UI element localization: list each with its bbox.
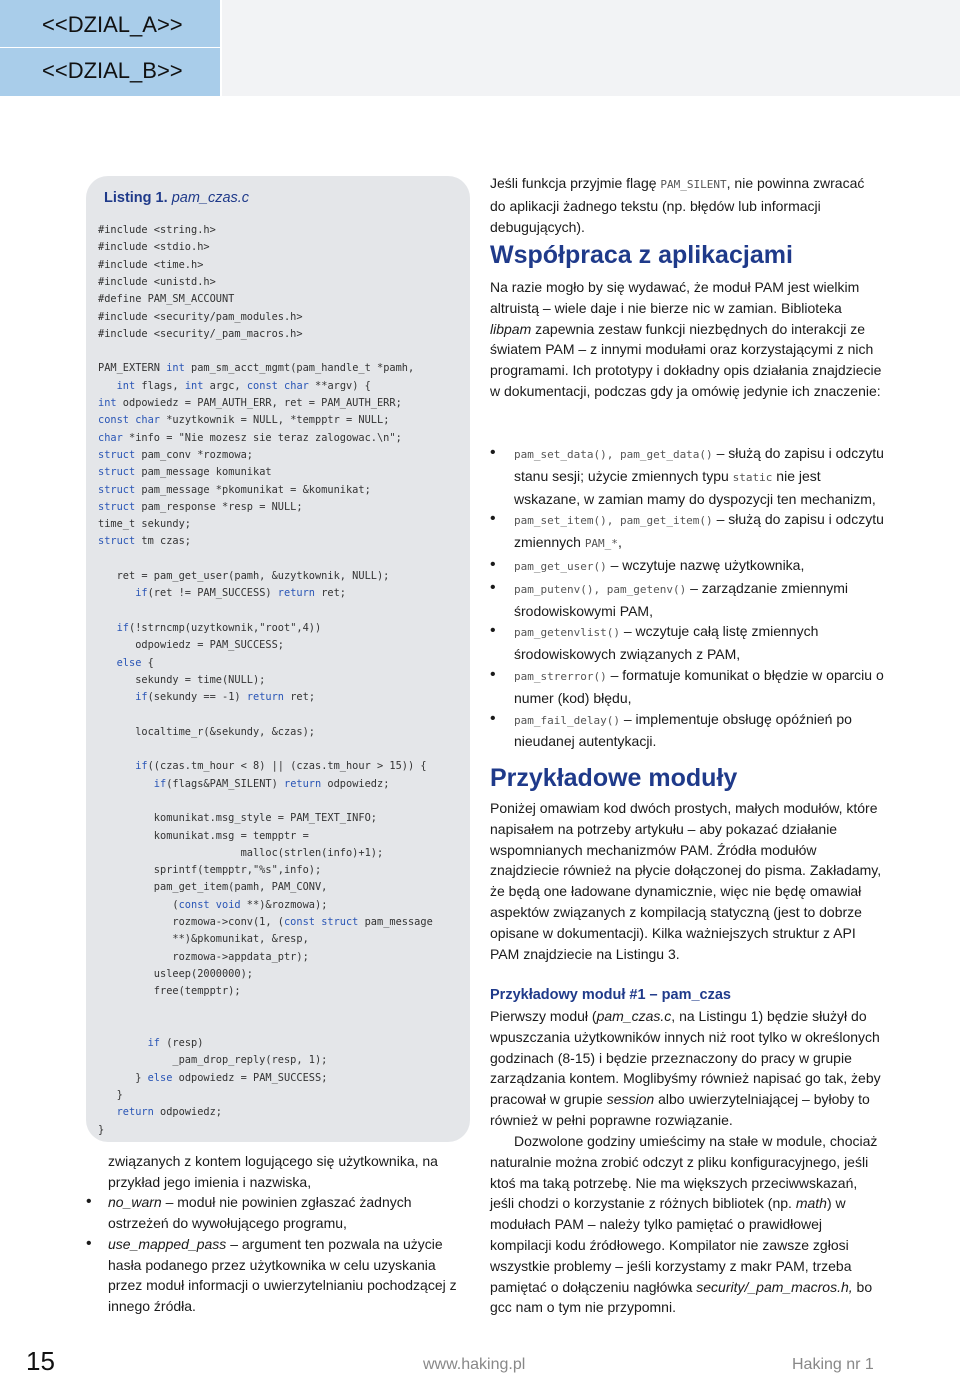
- list-item: • pam_get_user() – wczytuje nazwę użytkownika,: [514, 555, 884, 578]
- code-line: sprintf(tempptr,"%s",info);: [98, 864, 322, 877]
- left-column-text: [108, 1151, 470, 1317]
- code-line: (const void **)&rozmowa);: [98, 898, 328, 911]
- session-term: session: [606, 1091, 655, 1108]
- code-line: struct pam_conv *rozmowa;: [98, 448, 253, 461]
- code-line: struct pam_response *resp = NULL;: [98, 500, 303, 513]
- code-line: struct pam_message komunikat: [98, 466, 272, 479]
- code-line: if (resp): [147, 1037, 204, 1050]
- libpam-term: libpam: [490, 320, 532, 337]
- function-name: pam_strerror(): [514, 669, 607, 683]
- list-item: • pam_fail_delay() – implementuje obsługę opóźnień po nieudanej autentykacji.: [514, 709, 884, 753]
- math-term: math: [795, 1195, 827, 1212]
- inline-code: static: [732, 470, 773, 484]
- function-name: pam_set_item(), pam_get_item(): [514, 514, 713, 528]
- code-line: struct pam_message *pkomunikat = &komunikat;: [98, 483, 371, 496]
- code-line: komunikat.msg = tempptr =: [98, 829, 309, 842]
- code-line: if(ret != PAM_SUCCESS) return ret;: [135, 587, 346, 600]
- code-line: #include <security/_pam_macros.h>: [98, 327, 303, 340]
- option-term: no_warn: [108, 1194, 162, 1211]
- code-line: komunikat.msg_style = PAM_TEXT_INFO;: [98, 812, 377, 825]
- code-line: pam_get_item(pamh, PAM_CONV,: [98, 881, 328, 894]
- option-description: – moduł nie powinien zgłaszać żadnych ostrzeżeń do wywołującego programu,: [108, 1194, 412, 1232]
- heading-wspolpraca: Współpraca z aplikacjami: [490, 241, 793, 269]
- code-line: malloc(strlen(info)+1);: [98, 846, 384, 859]
- code-line: if(sekundy == -1) return ret;: [135, 691, 316, 704]
- function-name: pam_get_user(): [514, 559, 607, 573]
- inline-code: PAM_*: [584, 537, 618, 551]
- page-number: 15: [26, 1346, 55, 1376]
- list-item: • pam_getenvlist() – wczytuje całą listę zmiennych środowiskowych związanych z PAM,: [514, 621, 884, 665]
- modul-2-paragraph: Dozwolone godziny umieścimy na stałe w module, chociaż naturalnie można zrobić odczyt z pliku konfiguracyjnego, jeśli ktoś ma taką potrzebę. Nie ma większych przeciwwskazań, jeśli chodzi o korzystanie z różnych bibliotek (np. math) w modułach PAM – należy tylko pamiętać o prawidłowej kompilacji kodu źródłowego. Kompilator nie zawsze zgłosi wszystkie problemy – jeśli korzystamy z makr PAM, trzeba pamiętać o dołączeniu nagłówka security/_pam_macros.h, bo gcc nam o tym nie przypomni.: [490, 1133, 878, 1316]
- code-line: if(!strncmp(uzytkownik,"root",4)): [116, 621, 322, 634]
- filename-term: pam_czas.c: [596, 1008, 672, 1024]
- option-description: – argument ten pozwala na użycie hasła podanego przez użytkownika w celu uzyskania przez moduł informacji o uwierzytelnianiu pochodzącej z innego źródła.: [108, 1235, 457, 1314]
- heading-modul-1: Przykładowy moduł #1 – pam_czas: [490, 987, 731, 1003]
- code-line: #include <time.h>: [98, 258, 204, 271]
- code-line: #include <unistd.h>: [98, 275, 216, 288]
- list-item: • pam_set_data(), pam_get_data() – służą do zapisu i odczytu stanu sesji; użycie zmiennych typu static nie jest wskazane, w zamian mamy do dyspozycji ten mechanizm,: [514, 443, 884, 509]
- intro-paragraph: Jeśli funkcja przyjmie flagę PAM_SILENT, nie powinna zwracać do aplikacji żadnego tekstu (np. błędów lub informacji debugujących).: [490, 175, 865, 235]
- code-line: } else odpowiedz = PAM_SUCCESS;: [98, 1071, 328, 1084]
- code-line: #include <string.h>: [98, 224, 216, 236]
- option-term: use_mapped_pass: [108, 1235, 227, 1252]
- code-line: free(tempptr);: [98, 985, 241, 998]
- list-item: • pam_putenv(), pam_getenv() – zarządzanie zmiennymi środowiskowymi PAM,: [514, 578, 884, 622]
- code-line: usleep(2000000);: [98, 967, 253, 980]
- code-line: _pam_drop_reply(resp, 1);: [98, 1054, 328, 1067]
- code-line: PAM_EXTERN int pam_sm_acct_mgmt(pam_handle_t *pamh,: [98, 362, 415, 375]
- code-line: int odpowiedz = PAM_AUTH_ERR, ret = PAM_AUTH_ERR;: [98, 397, 402, 409]
- code-line: struct tm czas;: [98, 535, 191, 548]
- listing-label: Listing 1.: [104, 190, 168, 206]
- wspolpraca-paragraph: Na razie mogło by się wydawać, że moduł PAM jest wielkim altruistą – wiele daje i nie bierze nic w zamian. Biblioteka libpam zapewnia zestaw funkcji niezbędnych do interakcji ze światem PAM – z innymi modułami oraz korzystającymi z nich programami. Ich prototypy i dokładny opis działania znajdziecie w dokumentacji, podczas gdy ja omówię jedynie ich znaczenie:: [490, 279, 882, 399]
- list-item: [108, 1192, 470, 1233]
- inline-code: PAM_SILENT: [660, 178, 727, 191]
- code-line: if(flags&PAM_SILENT) return odpowiedz;: [153, 777, 390, 790]
- header-term: security/_pam_macros.h,: [696, 1278, 853, 1295]
- function-name: pam_fail_delay(): [514, 713, 620, 727]
- footer-url[interactable]: www.haking.pl: [423, 1356, 526, 1373]
- code-line: time_t sekundy;: [98, 518, 191, 531]
- code-line: #include <stdio.h>: [98, 241, 210, 254]
- header-background: [222, 0, 960, 96]
- code-line: }: [98, 1089, 123, 1101]
- code-line: else {: [116, 656, 154, 669]
- header-divider: [0, 47, 220, 48]
- function-name: pam_putenv(), pam_getenv(): [514, 582, 687, 596]
- heading-przykladowe: Przykładowe moduły: [490, 764, 738, 792]
- code-line: odpowiedz = PAM_SUCCESS;: [98, 639, 284, 652]
- function-name: pam_set_data(), pam_get_data(): [514, 448, 713, 461]
- code-line: char *info = "Nie mozesz sie teraz zalogowac.\n";: [98, 431, 402, 444]
- code-line: localtime_r(&sekundy, &czas);: [98, 725, 315, 738]
- code-line: sekundy = time(NULL);: [98, 673, 266, 686]
- code-line: const char *uzytkownik = NULL, *tempptr = NULL;: [98, 414, 390, 427]
- code-line: #include <security/pam_modules.h>: [98, 310, 303, 323]
- list-item: • pam_strerror() – formatuje komunikat o błędzie w oparciu o numer (kod) błędu,: [514, 665, 884, 709]
- code-line: if((czas.tm_hour < 8) || (czas.tm_hour > 15)) {: [135, 760, 427, 773]
- code-line: return odpowiedz;: [116, 1106, 223, 1119]
- list-item: [108, 1234, 470, 1317]
- code-line: rozmowa->appdata_ptr);: [98, 950, 309, 963]
- section-a-label: <<DZIAL_A>>: [42, 12, 183, 37]
- function-name: pam_getenvlist(): [514, 626, 620, 640]
- footer-issue: Haking nr 1: [792, 1356, 874, 1373]
- code-line: int flags, int argc, const char **argv) {: [116, 379, 371, 392]
- listing-filename: pam_czas.c: [171, 190, 250, 206]
- code-line: **)&pkomunikat, &resp,: [98, 933, 309, 946]
- code-line: rozmowa->conv(1, (const struct pam_message: [98, 916, 433, 928]
- list-item: • pam_set_item(), pam_get_item() – służą do zapisu i odczytu zmiennych PAM_*,: [514, 509, 884, 555]
- przykladowe-paragraph: Poniżej omawiam kod dwóch prostych, małych modułów, które napisałem na potrzeby artykułu – aby pokazać działanie wspomnianych mechanizmów PAM. Źródła modułów znajdziecie również na płycie dołączonej do pisma. Zakładamy, że będą one ładowane dynamicznie, więc nie będę omawiał aspektów związanych z kompilacją statyczną (jest to dobrze opisane w dokumentacji). Kilka ważniejszych struktur z API PAM znajdziecie na Listingu 3.: [490, 800, 882, 962]
- left-paragraph: związanych z kontem logującego się użytkownika, na przykład jego imienia i nazwiska,: [108, 1153, 438, 1190]
- code-line: #define PAM_SM_ACCOUNT: [98, 293, 235, 306]
- code-line: ret = pam_get_user(pamh, &uzytkownik, NULL);: [98, 570, 390, 582]
- code-line: }: [98, 1123, 105, 1136]
- listing-title: [104, 190, 249, 206]
- modul-1-paragraph: Pierwszy moduł (pam_czas.c, na Listingu 1) będzie służył do wpuszczania użytkowników innych niż root tylko w określonych godzinach (8-15) i będzie przeznaczony do pracy w grupie zarządzania kontem. Moglibyśmy również napisać go tak, żeby pracował w grupie session albo uwierzytelniającej – byłoby to również w pełni poprawne rozwiązanie.: [490, 1008, 881, 1128]
- section-b-label: <<DZIAL_B>>: [42, 58, 183, 83]
- pam-function-list: [514, 443, 884, 752]
